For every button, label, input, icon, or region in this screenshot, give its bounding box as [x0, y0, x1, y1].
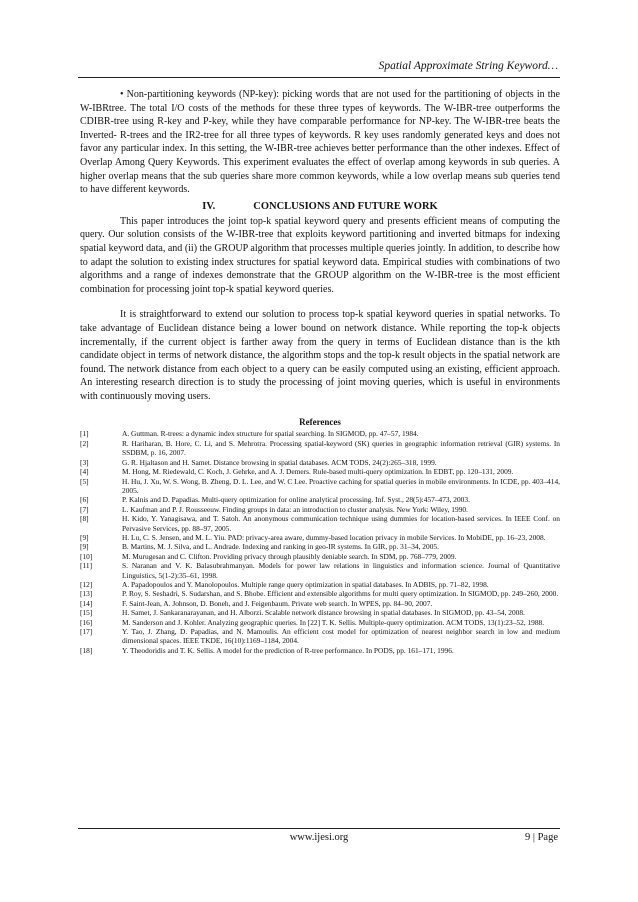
reference-number: [13] [80, 589, 93, 599]
reference-number: [1] [80, 429, 89, 439]
footer-url: www.ijesi.org [289, 832, 349, 843]
reference-text: H. Samet, J. Sankaranarayanan, and H. Alborzi. Scalable network distance browsing in spatial databases. In SIGMOD, pp. 43–54, 2008. [122, 608, 525, 618]
reference-number: [2] [80, 438, 89, 448]
reference-item [80, 467, 560, 476]
reference-text: Y. Tao, J. Zhang, D. Papadias, and N. Mamoulis. An efficient cost model for optimization of nearest neighbor search in low and medium dimensional spaces. IEEE TKDE, 16(10):1169–1184, 2004. [122, 627, 560, 646]
paragraph-conclusions: This paper introduces the joint top-k spatial keyword query and presents efficient means of computing the query. Our solution consists of the W-IBR-tree that exploits keyword partitioning and inverted bitmaps for indexing spatial keyword data, and (ii) the GROUP algorithm that processes multiple queries jointly. In addition, to describe how to adapt the solution to existing index structures for spatial keyword data. Empirical studies with combinations of two algorithms and a range of indexes demonstrate that the GROUP algorithm on the W-IBR-tree is the most efficient combination for processing joint top-k spatial keyword queries. [80, 215, 560, 295]
reference-item [80, 533, 560, 542]
reference-number: [12] [80, 579, 93, 589]
reference-number: [6] [80, 495, 89, 505]
reference-item [80, 599, 560, 608]
references-list [80, 429, 560, 655]
reference-item [80, 646, 560, 655]
reference-item [80, 542, 560, 551]
page-content [80, 88, 560, 655]
reference-text: R. Hariharan, B. Hore, C. Li, and S. Mehrotra. Processing spatial-keyword (SK) queries in geographic information retrieval (GIR) systems. In SSDBM, p. 16, 2007. [122, 438, 560, 458]
reference-item [80, 580, 560, 589]
reference-text: F. Saint-Jean, A. Johnson, D. Boneh, and J. Feigenbaum. Private web search. In WPES, pp. 84–90, 2007. [122, 598, 433, 608]
reference-number: [7] [80, 504, 89, 514]
reference-text: M. Hong, M. Riedewald, C. Koch, J. Gehrke, and A. J. Demers. Rule-based multi-query optimization. In EDBT, pp. 120–131, 2009. [122, 467, 514, 477]
reference-item [80, 561, 560, 580]
reference-text: H. Kido, Y. Yanagisawa, and T. Satoh. An anonymous communication technique using dummies for location-based services. In IEEE Conf. on Pervasive Services, pp. 88–97, 2005. [122, 514, 560, 533]
reference-text: P. Kalnis and D. Papadias. Multi-query optimization for online analytical processing. Inf. Syst., 28(5):457–473, 2003. [122, 495, 470, 505]
reference-text: B. Martins, M. J. Silva, and L. Andrade. Indexing and ranking in geo-IR systems. In GIR, pp. 31–34, 2005. [122, 542, 439, 552]
reference-number: [9] [80, 532, 89, 542]
section-title: CONCLUSIONS AND FUTURE WORK [253, 200, 438, 212]
reference-text: P. Roy, S. Seshadri, S. Sudarshan, and S. Bhobe. Efficient and extensible algorithms for multi query optimization. In SIGMOD, pp. 249–260, 2000. [122, 589, 559, 599]
footer-divider [78, 828, 560, 829]
reference-item [80, 429, 560, 438]
reference-item [80, 477, 560, 496]
reference-number: [4] [80, 467, 89, 477]
reference-text: M. Murugesan and C. Clifton. Providing privacy through plausibly deniable search. In SDM, pp. 768–779, 2009. [122, 551, 457, 561]
reference-number: [9] [80, 542, 89, 552]
reference-number: [16] [80, 617, 93, 627]
reference-text: L. Kaufman and P. J. Rousseeuw. Finding groups in data: an introduction to cluster analysis. New York: Wiley, 1990. [122, 504, 468, 514]
header-divider [78, 77, 560, 78]
reference-item [80, 439, 560, 458]
reference-number: [5] [80, 476, 89, 486]
reference-text: S. Naranan and V. K. Balasubrahmanyan. Models for power law relations in linguistics and information science. Journal of Quantitative Linguistics, 5(1-2):35–61, 1998. [122, 561, 560, 580]
reference-text: A. Guttman. R-trees: a dynamic index structure for spatial searching. In SIGMOD, pp. 47–57, 1984. [122, 429, 419, 439]
paragraph-spacer [80, 296, 560, 308]
reference-item [80, 589, 560, 598]
reference-text: Y. Theodoridis and T. K. Sellis. A model for the prediction of R-tree performance. In PODS, pp. 161–171, 1996. [122, 645, 454, 655]
reference-number: [15] [80, 608, 93, 618]
references-title: References [299, 417, 341, 428]
reference-text: G. R. Hjaltason and H. Samet. Distance browsing in spatial databases. ACM TODS, 24(2):265–318, 1999. [122, 457, 437, 467]
section-heading [80, 201, 560, 212]
paragraph-np-key: • Non-partitioning keywords (NP-key): picking words that are not used for the partitioning of objects in the W-IBRtree. The total I/O costs of the methods for these three types of keywords. The W-IBR-tree outperforms the CDIBR-tree using R-key and P-key, while they have comparable performance for NP-key. The W-IBR-tree beats the Inverted- R-trees and the IR2-tree for all three types of keywords. R key uses randomly generated keys and does not favor any particular index. In this setting, the W-IBR-tree achieves better performance than the other indexes. Effect of Overlap Among Query Keywords. This experiment evaluates the effect of overlap among keywords in sub queries. A higher overlap means that the sub queries share more common keywords, while a low overlap means sub queries tend to have different keywords. [80, 89, 560, 196]
reference-text: M. Sanderson and J. Kohler. Analyzing geographic queries. In [22] T. K. Sellis. Multiple-query optimization. ACM TODS, 13(1):23–52, 1988. [122, 617, 545, 627]
reference-item [80, 505, 560, 514]
reference-number: [14] [80, 598, 93, 608]
paragraph-future-work: It is straightforward to extend our solution to process top-k spatial keyword queries in spatial networks. To take advantage of Euclidean distance being a lower bound on network distance. While reporting the top-k objects incrementally, if the current object is farther away from the query in terms of Euclidean distance than is the kth candidate object in terms of network distance, the algorithm stops and the top-k result objects in the spatial network are found. The network distance from each object to a query can be easily computed using an existing, efficient approach. An interesting research direction is to study the processing of joint moving queries, which is useful in environments with continuously moving users. [80, 309, 560, 402]
running-title: Spatial Approximate String Keyword… [378, 60, 558, 72]
reference-text: H. Lu, C. S. Jensen, and M. L. Yiu. PAD: privacy-area aware, dummy-based location privacy in mobile Services. In MobiDE, pp. 16–23, 2008. [122, 532, 546, 542]
section-number: IV. [202, 200, 216, 212]
page-number: 9 | Page [524, 832, 558, 843]
reference-text: H. Hu, J. Xu, W. S. Wong, B. Zheng, D. L. Lee, and W. C Lee. Proactive caching for spatial queries in mobile environments. In ICDE, pp. 403–414, 2005. [122, 476, 560, 495]
reference-item [80, 495, 560, 504]
reference-item [80, 608, 560, 617]
reference-text: A. Papadopoulos and Y. Manolopoulos. Multiple range query optimization in spatial databases. In ADBIS, pp. 71–82, 1998. [122, 579, 489, 589]
reference-item [80, 627, 560, 646]
reference-item [80, 618, 560, 627]
reference-number: [8] [80, 514, 89, 524]
reference-number: [3] [80, 457, 89, 467]
reference-number: [17] [80, 627, 93, 636]
reference-item [80, 514, 560, 533]
reference-number: [18] [80, 645, 93, 655]
reference-number: [11] [80, 561, 93, 571]
reference-item [80, 552, 560, 561]
reference-number: [10] [80, 551, 93, 561]
reference-item [80, 458, 560, 467]
